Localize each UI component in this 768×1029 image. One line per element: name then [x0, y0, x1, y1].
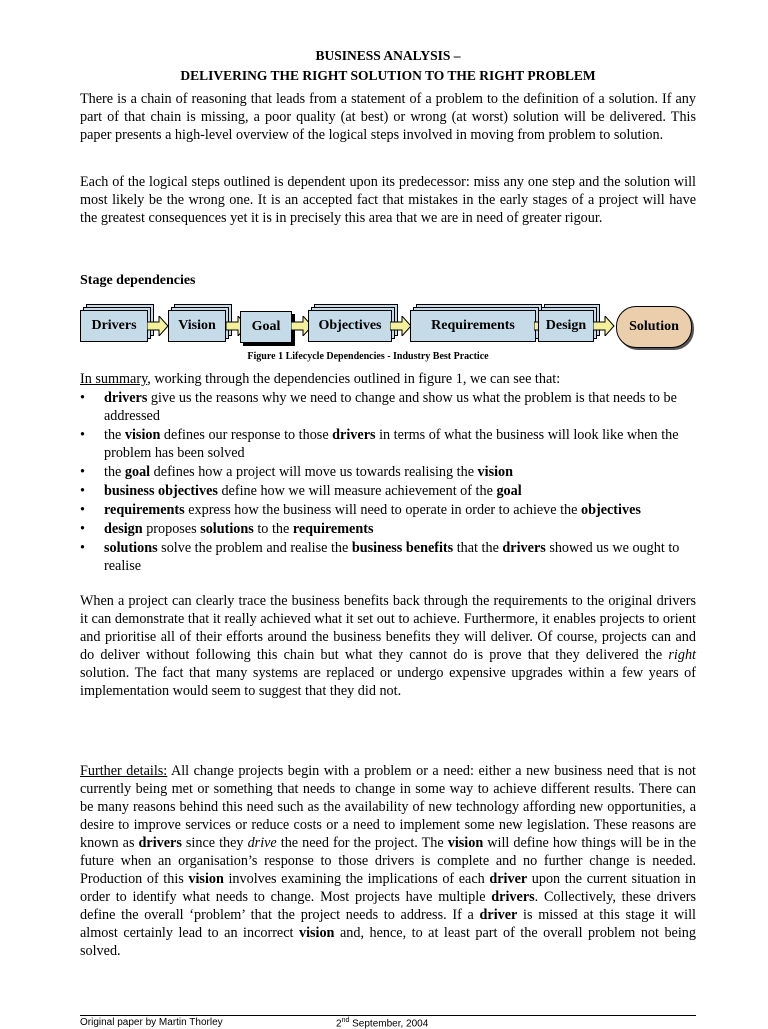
intro-paragraph-2: Each of the logical steps outlined is dependent upon its predecessor: miss any one step and the solution will most likely be the wrong one. It is an accepted fact that mistakes in the early stages of a project will have the greatest consequences yet it is in precisely this area that we are in need of greater rigour. [80, 174, 696, 226]
stage-box-objectives: Objectives [308, 310, 392, 342]
page-footer [80, 1015, 696, 1028]
stage-box-design: Design [538, 310, 594, 342]
list-item: • the goal defines how a project will move us towards realising the vision [80, 463, 696, 481]
summary-intro: In summary, working through the dependencies outlined in figure 1, we can see that: [80, 371, 561, 387]
further-details-paragraph: Further details: All change projects begin with a problem or a need: either a new business need that is not currently being met or something that needs to change in some way to achieve different results. There can be many reasons behind this need such as the availability of new technology affording new opportunities, a desire to improve services or reduce costs or a need to implement some new legislation. These reasons are known as drivers since they drive the need for the project. The vision will define how things will be in the future when an organisation’s response to those drivers is complete and no further change is needed. Production of this vision involves examining the implications of each driver upon the current situation in order to identify what needs to change. Most projects have multiple drivers. Collectively, these drivers define the overall ‘problem’ that the project needs to address. If a driver is missed at this stage it will almost certainly lead to an incorrect vision and, hence, to at least part of the overall problem not being solved. [80, 763, 697, 959]
stage-box-requirements: Requirements [410, 310, 536, 342]
list-item: • design proposes solutions to the requirements [80, 520, 696, 538]
document-title [80, 46, 696, 86]
footer-author: Original paper by Martin Thorley [80, 1017, 223, 1028]
title-line-1: BUSINESS ANALYSIS – [315, 48, 461, 63]
figure-caption: Figure 1 Lifecycle Dependencies - Industry Best Practice [247, 351, 489, 362]
arrow-icon [147, 316, 169, 336]
summary-list [80, 389, 696, 575]
stage-oval-solution: Solution [616, 306, 692, 348]
list-item: • the vision defines our response to those drivers in terms of what the business will look like when the problem has been solved [80, 426, 696, 462]
stage-box-goal: Goal [240, 311, 292, 343]
stage-box-vision: Vision [168, 310, 226, 342]
stage-dependencies-heading: Stage dependencies [80, 273, 196, 288]
list-item: • solutions solve the problem and realise the business benefits that the drivers showed us we ought to realise [80, 539, 696, 575]
lifecycle-diagram [80, 296, 696, 354]
title-line-2: DELIVERING THE RIGHT SOLUTION TO THE RIGHT PROBLEM [180, 68, 596, 83]
arrow-icon [593, 316, 615, 336]
list-item: • drivers give us the reasons why we need to change and show us what the problem is that needs to be addressed [80, 389, 696, 425]
arrow-icon [390, 316, 412, 336]
list-item: • business objectives define how we will measure achievement of the goal [80, 482, 696, 500]
footer-date: 2nd September, 2004 [336, 1017, 429, 1029]
list-item: • requirements express how the business will need to operate in order to achieve the objectives [80, 501, 696, 519]
summary-section [80, 370, 696, 575]
intro-paragraph-1: There is a chain of reasoning that leads from a statement of a problem to the definition of a solution. If any part of that chain is missing, a poor quality (at best) or wrong (at worst) solution will be delivered. This paper presents a high-level overview of the logical steps involved in moving from problem to solution. [80, 91, 696, 143]
traceability-paragraph: When a project can clearly trace the business benefits back through the requirements to the original drivers it can demonstrate that it really achieved what it set out to achieve. Furthermore, it enables projects to orient and prioritise all of their efforts around the business benefits they will deliver. Of course, projects can and do deliver without following this chain but what they cannot do is prove that they delivered the right solution. The fact that many systems are replaced or undergo expensive upgrades within a few years of implementation would seem to suggest that they did not. [80, 593, 696, 699]
stage-box-drivers: Drivers [80, 310, 148, 342]
